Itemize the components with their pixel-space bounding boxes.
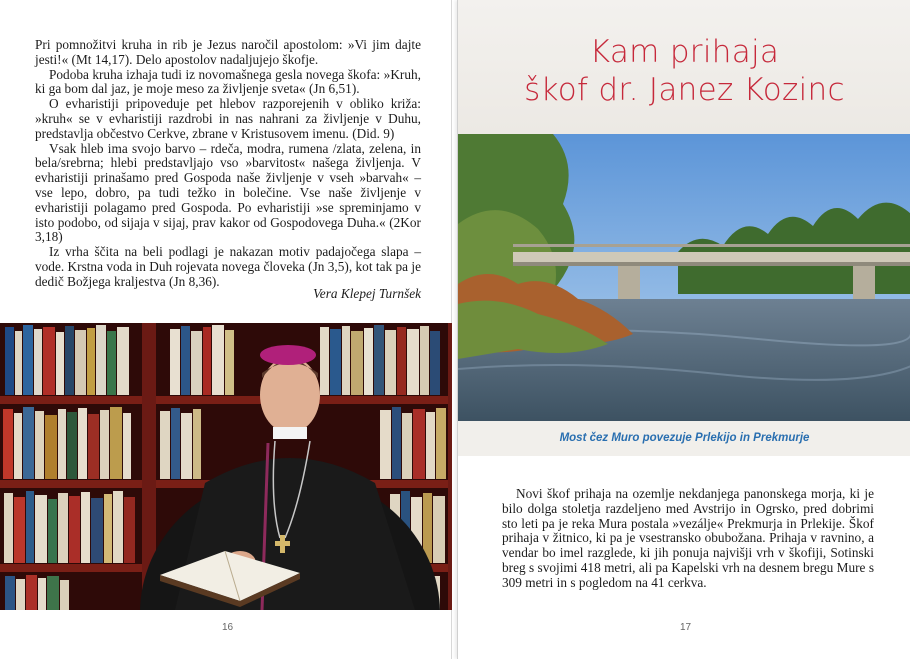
paragraph: Podoba kruha izhaja tudi iz novomašnega gesla novega škofa: »Kruh, ki ga bom dal jaz, je moje meso za življenje sveta« (Jn 6,51). [35, 66, 421, 97]
paragraph: O evharistiji pripoveduje pet hlebov razporejenih v obliko križa: »kruh« se v evharistiji razdrobi in nas nahrani za življenje v Duhu, predstavlja občestvo Cerkve, zbrane v Kristusovem imenu. (Did. 9) [35, 96, 421, 141]
page-number: 16 [222, 622, 234, 633]
title-band [458, 0, 910, 134]
photo-caption: Most čez Muro povezuje Prlekijo in Prekmurje [559, 432, 810, 444]
left-page [0, 0, 452, 659]
right-page [457, 0, 910, 659]
paragraph: Vsak hleb ima svojo barvo – rdeča, modra, rumena /zlata, zelena, in bela/srebrna; hlebi predstavljajo vso »barvitost« našega življenja. V evharistiji prinašamo pred Gospoda naše življenje v vseh »barvah« – vse lepo, dobro, pa tudi težko in bolečine. Vse naše življenje v evharistiji polagamo pred Gospoda. Po evharistiji »se spreminjamo v isto podobo, od sijaja v sijaj, prav kakor od Gospodovega Duha.« (2Kor 3,18) [35, 140, 421, 245]
article-body: Novi škof prihaja na ozemlje nekdanjega panonskega morja, ki je bilo dolga stoletja razdeljeno med Avstrijo in Ogrsko, pred dobrimi sto leti pa je reka Mura postala »vezálje« Prekmurja in Prlekije. Škof prihaja v žitnico, ki pa je vsestransko obubožana. Prihaja v ravnino, a vendar bo imel razglede, ki jih ponuja najvišji vrh v škofiji, Sotinski breg s svojimi 418 metri, ali pa Kapelski vrh na desnem bregu Mure s 309 metri in s pogledom na 41 cerkva. [502, 486, 874, 590]
caption-band [458, 421, 910, 456]
page-title-line1: Kam prihaja [589, 34, 780, 70]
paragraph: Pri pomnožitvi kruha in rib je Jezus naročil apostolom: »Vi jim dajte jesti!« (Mt 14,17). Delo apostolov nadaljujejo škofje. [35, 37, 421, 67]
author-signature: Vera Klepej Turnšek [313, 286, 421, 301]
paragraph: Iz vrha ščita na beli podlagi je nakazan motiv padajočega slapa – vode. Krstna voda in Duh rojevata novega človeka (Jn 3,5), kot tak pa je dedič Božjega kraljestva (Jn 8,36). [35, 244, 421, 289]
bishop-bookshelf-photo [0, 323, 452, 610]
page-number: 17 [680, 622, 692, 633]
page-title-line2: škof dr. Janez Kozinc [524, 72, 845, 108]
mura-bridge-photo [458, 134, 910, 421]
article-text [35, 38, 421, 290]
